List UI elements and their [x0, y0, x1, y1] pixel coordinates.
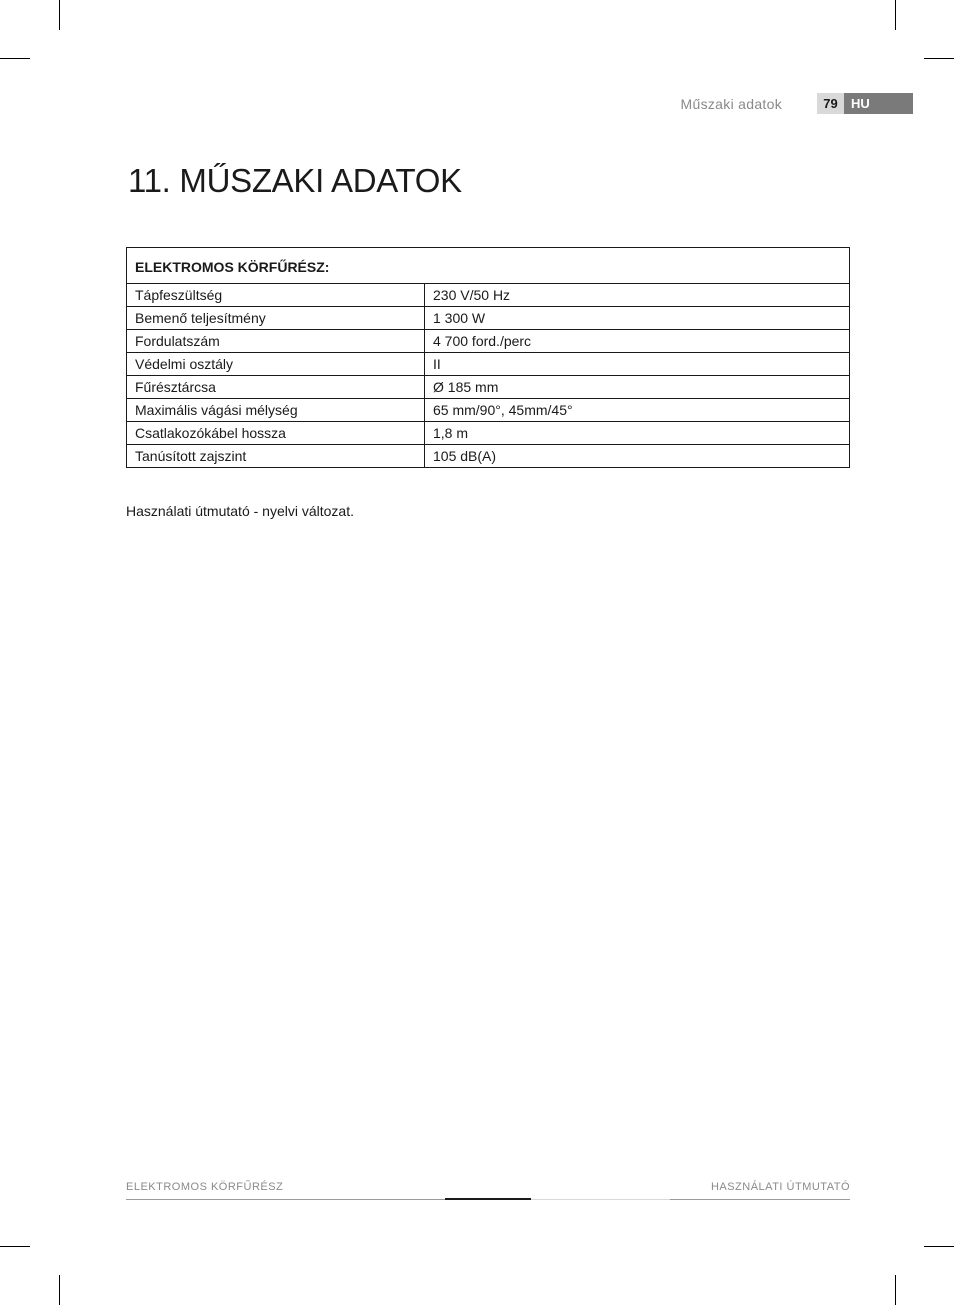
spec-value: II: [425, 353, 850, 376]
language-version-note: Használati útmutató - nyelvi változat.: [126, 503, 354, 519]
footer-rule-right: [670, 1199, 850, 1200]
spec-value: 105 dB(A): [425, 445, 850, 468]
spec-label: Tanúsított zajszint: [127, 445, 425, 468]
spec-label: Tápfeszültség: [127, 284, 425, 307]
language-label: HU: [844, 93, 913, 114]
page-title: 11. MŰSZAKI ADATOK: [128, 162, 462, 199]
crop-mark: [59, 0, 60, 30]
header-section-title: Műszaki adatok: [680, 96, 782, 112]
crop-mark: [895, 1275, 896, 1305]
crop-mark: [0, 1246, 30, 1247]
crop-mark: [0, 58, 30, 59]
footer-rule-center: [445, 1198, 531, 1200]
spec-label: Bemenő teljesítmény: [127, 307, 425, 330]
spec-value: 230 V/50 Hz: [425, 284, 850, 307]
table-row: [127, 376, 850, 399]
table-row: [127, 353, 850, 376]
spec-value: Ø 185 mm: [425, 376, 850, 399]
table-row: [127, 307, 850, 330]
spec-table: [126, 247, 850, 468]
table-row: [127, 445, 850, 468]
footer-product-name: ELEKTROMOS KÖRFŰRÉSZ: [126, 1181, 284, 1193]
spec-label: Csatlakozókábel hossza: [127, 422, 425, 445]
table-row: [127, 284, 850, 307]
page-number: 79: [817, 93, 844, 114]
page-tab: [817, 93, 913, 114]
spec-value: 4 700 ford./perc: [425, 330, 850, 353]
crop-mark: [924, 1246, 954, 1247]
table-heading: ELEKTROMOS KÖRFŰRÉSZ:: [127, 248, 850, 284]
spec-label: Védelmi osztály: [127, 353, 425, 376]
table-row: [127, 330, 850, 353]
spec-label: Fordulatszám: [127, 330, 425, 353]
footer-rule-mid: [531, 1199, 670, 1200]
crop-mark: [895, 0, 896, 30]
crop-mark: [924, 58, 954, 59]
table-row: [127, 422, 850, 445]
spec-value: 65 mm/90°, 45mm/45°: [425, 399, 850, 422]
table-heading-row: [127, 248, 850, 284]
table-row: [127, 399, 850, 422]
crop-mark: [59, 1275, 60, 1305]
spec-value: 1,8 m: [425, 422, 850, 445]
spec-label: Fűrésztárcsa: [127, 376, 425, 399]
footer-manual-label: HASZNÁLATI ÚTMUTATÓ: [710, 1181, 850, 1193]
footer-rule-left: [126, 1199, 445, 1200]
spec-value: 1 300 W: [425, 307, 850, 330]
spec-label: Maximális vágási mélység: [127, 399, 425, 422]
